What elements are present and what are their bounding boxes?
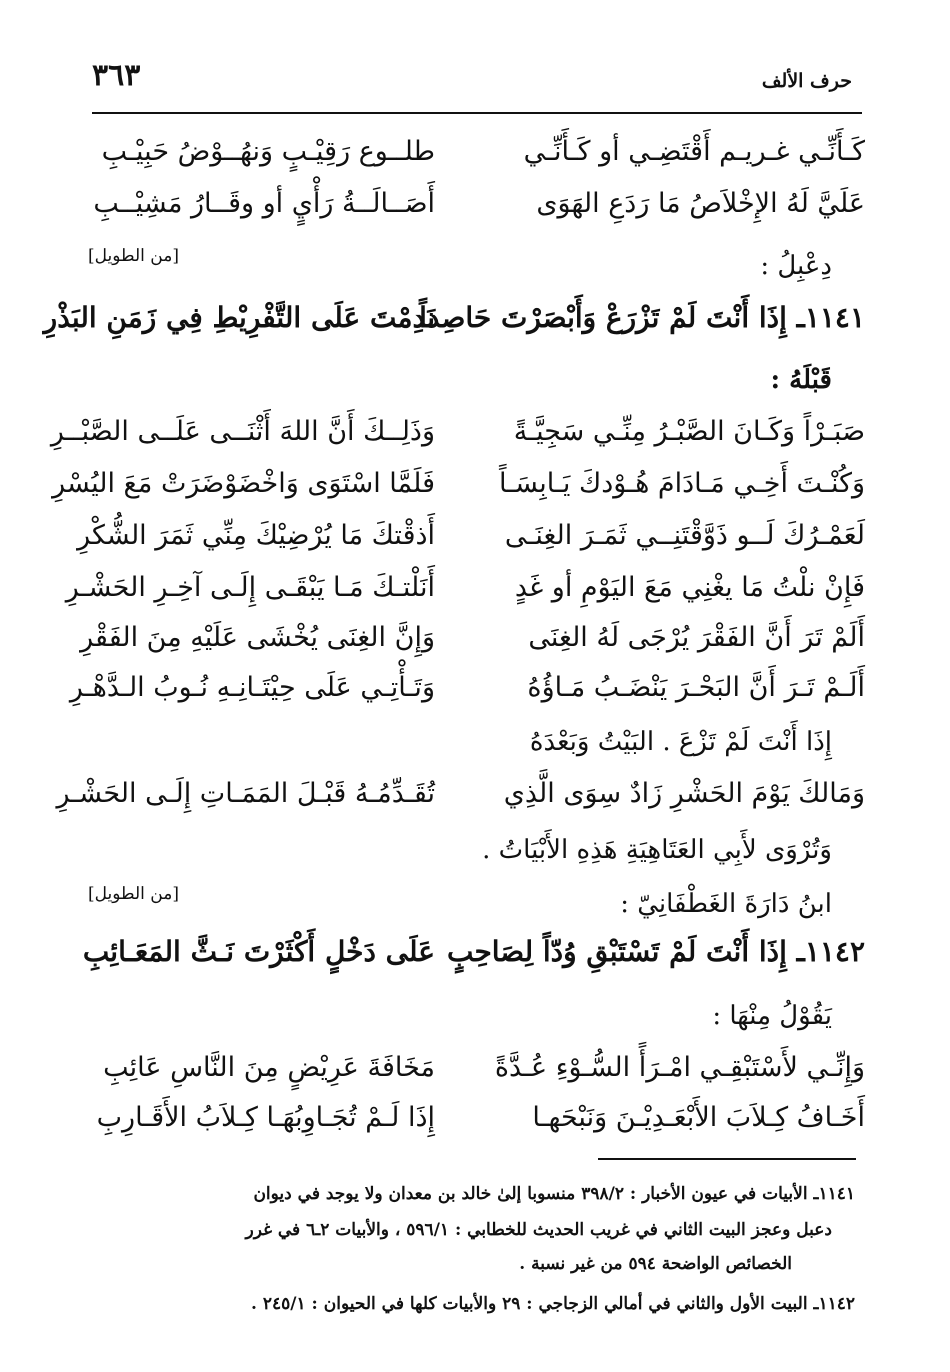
meter-label: [من الطويل] xyxy=(88,884,179,904)
second-hemistich: وَإِنَّ الغِنَى يُخْشَى عَلَيْهِ مِنَ الفَقْرِ xyxy=(80,622,435,653)
verse-couplet xyxy=(52,458,865,518)
section-intro: يَقُوْلُ مِنْهَا : xyxy=(712,1001,832,1031)
first-hemistich: أَخَـافُ كِـلاَبَ الأَبْعَـدِيْـنَ وَنَبْحَهـا xyxy=(532,1102,865,1133)
first-hemistich: لَعَمْـرُكَ لَــو ذَوَّقْتَنِــي ثَمَـرَ الغِنَـى xyxy=(504,520,865,551)
first-hemistich: وَإِنِّـي لأَسْتَبْقِـي امْـرَأً السُّـوْءِ عُـدَّةً xyxy=(494,1052,865,1083)
second-hemistich: نَدِمْتَ عَلَى التَّفْرِيْطِ فِي زَمَنِ البَذْرِ xyxy=(43,301,435,334)
second-hemistich: أَنَلْتـكَ مَـا يَبْقَـى إِلَـى آخِـرِ الحَشْـرِ xyxy=(65,572,435,603)
second-hemistich: إِذَا لَـمْ تُجَـاوِبُهَـا كِـلاَبُ الأَقَـارِبِ xyxy=(96,1102,435,1133)
verse-couplet xyxy=(95,1092,865,1152)
page-number: ٣٦٣ xyxy=(92,58,141,93)
running-title: حرف الألف xyxy=(761,70,852,92)
first-hemistich: ١١٤٢ـ إِذَا أَنْتَ لَمْ تَسْتَبْقِ وُدّاً لِصَاحِبٍ xyxy=(446,935,865,968)
section-intro: قَبْلَهُ : xyxy=(770,365,832,395)
footnote-1141-line-3: الخصائص الواضحة ٥٩٤ من غير نسبة . xyxy=(519,1254,792,1274)
footnote-1142-line-1: ١١٤٢ـ البيت الأول والثاني في أمالي الزجاجي : ٢٩ والأبيات كلها في الحيوان : ٢٤٥/١ . xyxy=(251,1294,855,1314)
verse-couplet xyxy=(69,662,865,722)
verse-couplet xyxy=(95,178,865,238)
first-hemistich: وَكُنْـتَ أَخِـي مَـادَامَ هُـوْدكَ يَـابِسَـاً xyxy=(498,468,865,499)
numbered-verse-couplet xyxy=(43,292,865,352)
first-hemistich: عَلَيَّ لَهُ الإِخْلاَصُ مَا رَدَعِ الهَوَى xyxy=(536,188,865,219)
poet-name: دِعْبِلُ : xyxy=(760,251,832,281)
first-hemistich: صَبَـرْاً وَكَـانَ الصَّبْـرُ مِنِّـي سَجِيَّـةً xyxy=(513,416,865,447)
second-hemistich: تُقَـدِّمُـهُ قَبْـلَ المَمَـاتِ إِلَـى الحَشْـرِ xyxy=(56,778,435,809)
second-hemistich: عَلَى دَخْلٍ أَكْثَرْتَ نَـثَّ المَعَـائِبِ xyxy=(82,935,435,968)
second-hemistich: أَصَــالَــةُ رَأْيٍ أو وقَــارُ مَشِيْــبِ xyxy=(93,188,435,219)
meter-label: [من الطويل] xyxy=(88,246,179,266)
first-hemistich: ١١٤١ـ إِذَا أَنْتَ لَمْ تَزْرَعْ وَأَبْصَرْتَ حَاصِداً xyxy=(419,301,865,334)
second-hemistich: أَذقْتكَ مَا يُرْضِيْكَ مِنِّي ثَمَرَ الشُّكْرِ xyxy=(77,520,435,551)
verse-couplet xyxy=(77,510,865,570)
poet-name: ابنُ دَارَةَ الغَطْفَانِيّ : xyxy=(620,889,832,919)
first-hemistich: أَلَـمْ تَـرَ أَنَّ البَحْـرَ يَنْضَـبُ مَـاؤُهُ xyxy=(527,672,865,703)
first-hemistich: فَإِنْ نلْتُ مَا يغْنِي مَعَ اليَوْمِ أو غَدٍ xyxy=(514,572,865,603)
footnote-1141-line-1: ١١٤١ـ الأبيات في عيون الأخبار : ٣٩٨/٢ منسوبا إلىٰ خالد بن معدان ولا يوجد في ديوان xyxy=(253,1184,855,1204)
second-hemistich: طلــوع رَقِيْـبٍ وَنهُــوْضُ حَبِيْـبِ xyxy=(101,136,435,167)
second-hemistich: مَخَافَةَ عَرِيْضٍ مِنَ النَّاسِ عَائِبِ xyxy=(103,1052,435,1083)
verse-couplet xyxy=(95,126,865,186)
header-rule xyxy=(92,112,862,114)
first-hemistich: كَـأَنِّـي غـريـم أَقْتَضِـي أو كَـأَنِّـي xyxy=(523,136,865,167)
numbered-verse-couplet xyxy=(82,926,865,986)
footnote-rule xyxy=(598,1158,856,1160)
verse-couplet xyxy=(50,406,865,466)
second-hemistich: وَذَلِــكَ أَنَّ اللهَ أَثْنَــى عَلَــى الصَّبْــرِ xyxy=(50,416,435,447)
footnote-1141-line-2: دعبل وعجز البيت الثاني في غريب الحديث للخطابي : ٥٩٦/١ ، والأبيات ٢ـ٦ في غرر xyxy=(245,1220,832,1240)
verse-couplet xyxy=(56,768,865,828)
second-hemistich: فَلَمَّا اسْتَوَى وَاخْضَوْضَرَتْ مَعَ اليُسْرِ xyxy=(52,468,435,499)
first-hemistich: وَمَالكَ يَوْمَ الحَشْرِ زَادٌ سِوَى الَّذِي xyxy=(503,778,865,809)
first-hemistich: أَلَمْ تَرَ أَنَّ الفَقْرَ يُرْجَى لَهُ الغِنَى xyxy=(528,622,865,653)
second-hemistich: وَتَـأْتِـي عَلَى حِيْتَـانِـهِ نُـوبُ الـدَّهْـرِ xyxy=(69,672,435,703)
prose-line: إِذَا أَنْتَ لَمْ تَزْعَ . البَيْتُ وَبَعْدَهُ xyxy=(529,727,832,757)
attribution-note: وَتُرْوَى لأَبِي العَتَاهِيَةِ هَذِهِ الأَبْيَاتُ . xyxy=(482,835,832,865)
